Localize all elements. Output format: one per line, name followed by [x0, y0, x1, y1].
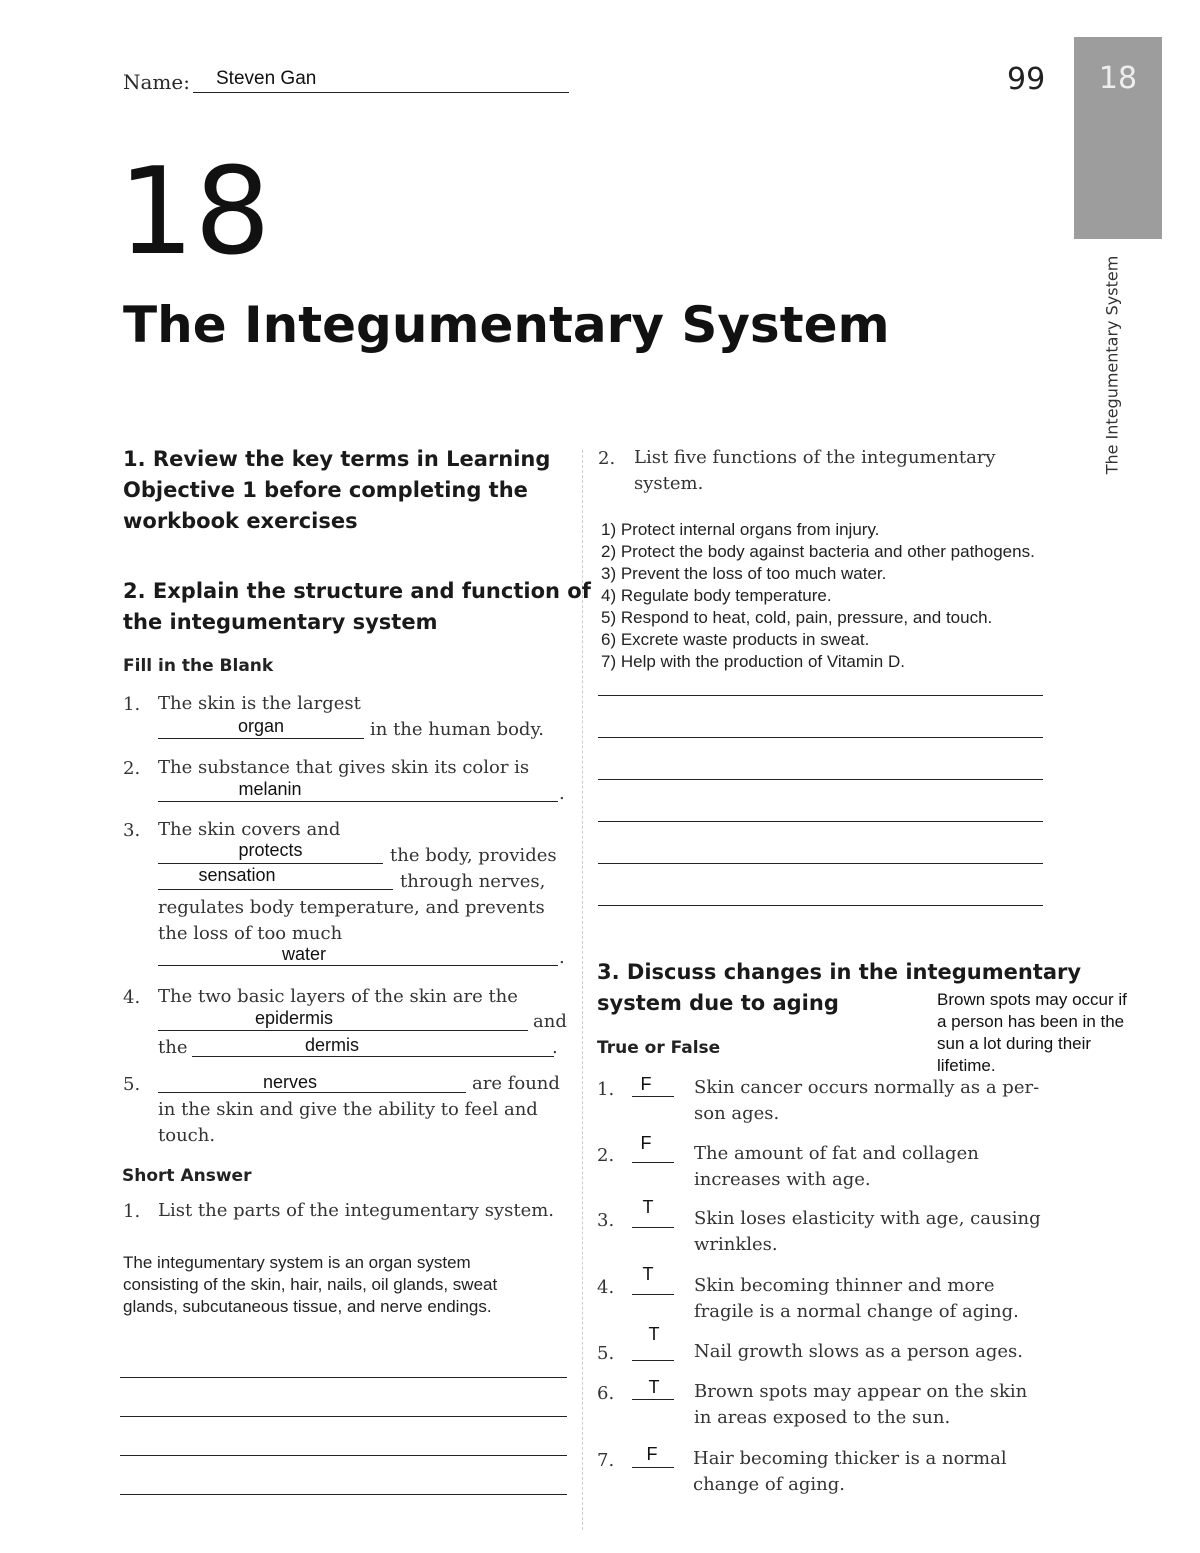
fill-q5-number: 5. — [123, 1074, 141, 1095]
fill-q4-text: The two basic layers of the skin are the — [158, 986, 518, 1007]
section3-heading-line: system due to aging — [597, 991, 839, 1015]
fill-in-blank-label: Fill in the Blank — [123, 656, 274, 676]
list-q-text-line2: system. — [634, 473, 704, 494]
fill-q5-text3: touch. — [158, 1125, 216, 1146]
fill-q2-number: 2. — [123, 758, 141, 779]
tf-1-text: son ages. — [694, 1103, 780, 1124]
tf-7-text: Hair becoming thicker is a normal — [693, 1448, 1007, 1469]
name-label: Name: — [123, 70, 190, 94]
answer-writing-line — [598, 737, 1043, 738]
tf-3-text: Skin loses elasticity with age, causing — [694, 1208, 1041, 1229]
section1-heading-line: 1. Review the key terms in Learning — [123, 447, 551, 471]
tf-4-answer[interactable]: T — [642, 1264, 654, 1284]
fill-q5-after: are found — [472, 1073, 560, 1094]
fill-q5-text2: in the skin and give the ability to feel and — [158, 1099, 538, 1120]
answer-writing-line — [120, 1377, 567, 1378]
tf-7-number: 7. — [597, 1450, 615, 1471]
fill-q4-blank1 — [158, 1030, 528, 1031]
tf-2-text: increases with age. — [694, 1169, 871, 1190]
short-answer-label: Short Answer — [122, 1166, 252, 1186]
short-answer-line[interactable]: consisting of the skin, hair, nails, oil glands, sweat — [123, 1275, 498, 1294]
short-q1-number: 1. — [123, 1201, 141, 1222]
section2-heading-line: the integumentary system — [123, 610, 438, 634]
tf-2-answer[interactable]: F — [640, 1133, 652, 1153]
tf-1-number: 1. — [597, 1079, 615, 1100]
tf-4-text: fragile is a normal change of aging. — [694, 1301, 1019, 1322]
fill-q4-answer2[interactable]: dermis — [304, 1035, 359, 1055]
section3-heading-line: 3. Discuss changes in the integumentary — [597, 960, 1082, 984]
fill-q3-after1: the body, provides — [390, 845, 557, 866]
name-underline — [193, 92, 569, 93]
tf-3-answer[interactable]: T — [642, 1197, 654, 1217]
name-value[interactable]: Steven Gan — [216, 68, 317, 89]
section1-heading-line: Objective 1 before completing the — [123, 478, 528, 502]
fill-q3-after3: . — [559, 947, 565, 968]
fill-q3-after2: through nerves, — [400, 871, 546, 892]
fill-q3-text2: regulates body temperature, and prevents — [158, 897, 545, 918]
fill-q4-number: 4. — [123, 987, 141, 1008]
short-answer-line[interactable]: glands, subcutaneous tissue, and nerve endings. — [123, 1297, 492, 1316]
fill-q5-answer[interactable]: nerves — [262, 1072, 318, 1092]
tf-2-number: 2. — [597, 1145, 615, 1166]
tf-7-answer[interactable]: F — [646, 1444, 658, 1464]
list-q-text-line1: List five functions of the integumentary — [634, 447, 996, 468]
fill-q4-and: and — [533, 1011, 567, 1032]
answer-writing-line — [598, 863, 1043, 864]
page-number: 99 — [1007, 62, 1046, 97]
tf-6-blank — [632, 1399, 674, 1400]
chapter-number: 18 — [118, 143, 271, 282]
fill-q3-text3: the loss of too much — [158, 923, 343, 944]
function-answer-4[interactable]: 4) Regulate body temperature. — [601, 586, 832, 605]
fill-q2-after: . — [559, 783, 565, 804]
function-answer-6[interactable]: 6) Excrete waste products in sweat. — [601, 630, 870, 649]
aging-note-line: a person has been in the — [937, 1012, 1125, 1031]
chapter-title: The Integumentary System — [123, 296, 890, 354]
fill-q1-blank — [158, 738, 364, 739]
true-or-false-label: True or False — [597, 1038, 721, 1058]
tf-7-blank — [632, 1467, 674, 1468]
fill-q4-the: the — [158, 1037, 188, 1058]
fill-q1-text: The skin is the largest — [158, 693, 361, 714]
fill-q3-number: 3. — [123, 820, 141, 841]
tf-3-text: wrinkles. — [694, 1234, 778, 1255]
fill-q2-text: The substance that gives skin its color is — [158, 757, 530, 778]
tf-1-text: Skin cancer occurs normally as a per- — [694, 1077, 1040, 1098]
aging-note[interactable] — [937, 989, 1127, 1077]
short-q1-text: List the parts of the integumentary system. — [158, 1200, 555, 1221]
answer-writing-line — [120, 1494, 567, 1495]
list-q-number: 2. — [598, 448, 616, 469]
tf-4-number: 4. — [597, 1277, 615, 1298]
section2-heading — [123, 576, 591, 638]
side-running-title: The Integumentary System — [1102, 255, 1122, 475]
fill-q1-number: 1. — [123, 694, 141, 715]
fill-q3-blank2 — [158, 889, 393, 890]
function-answer-2[interactable]: 2) Protect the body against bacteria and other pathogens. — [601, 542, 1035, 561]
tf-6-text: in areas exposed to the sun. — [694, 1407, 951, 1428]
tf-6-answer[interactable]: T — [648, 1377, 660, 1397]
chapter-tab-number: 18 — [1098, 61, 1138, 96]
tf-6-text: Brown spots may appear on the skin — [694, 1381, 1028, 1402]
fill-q3-answer3[interactable]: water — [281, 944, 326, 964]
aging-note-line: lifetime. — [937, 1056, 996, 1075]
fill-q1-after: in the human body. — [370, 719, 544, 740]
aging-note-line: Brown spots may occur if — [937, 990, 1127, 1009]
fill-q4-after: . — [552, 1037, 558, 1058]
function-answer-1[interactable]: 1) Protect internal organs from injury. — [601, 520, 880, 539]
tf-4-text: Skin becoming thinner and more — [694, 1275, 995, 1296]
function-answer-5[interactable]: 5) Respond to heat, cold, pain, pressure, and touch. — [601, 608, 993, 627]
tf-1-blank — [632, 1096, 674, 1097]
answer-writing-line — [598, 821, 1043, 822]
tf-2-text: The amount of fat and collagen — [694, 1143, 979, 1164]
fill-q2-blank — [158, 801, 558, 802]
tf-5-answer[interactable]: T — [648, 1324, 660, 1344]
fill-q3-answer1[interactable]: protects — [238, 840, 303, 860]
short-answer-line[interactable]: The integumentary system is an organ system — [123, 1253, 471, 1272]
tf-2-blank — [632, 1162, 674, 1163]
tf-3-blank — [632, 1227, 674, 1228]
tf-6-number: 6. — [597, 1383, 615, 1404]
fill-q4-blank2 — [192, 1056, 554, 1057]
fill-q3-blank3 — [158, 965, 558, 966]
tf-5-number: 5. — [597, 1343, 615, 1364]
section2-heading-line: 2. Explain the structure and function of — [123, 579, 591, 603]
function-answer-3[interactable]: 3) Prevent the loss of too much water. — [601, 564, 887, 583]
answer-writing-line — [120, 1416, 567, 1417]
fill-q4-answer1[interactable]: epidermis — [254, 1008, 334, 1028]
tf-5-text: Nail growth slows as a person ages. — [694, 1341, 1024, 1362]
fill-q3-blank1 — [158, 863, 383, 864]
function-answer-7[interactable]: 7) Help with the production of Vitamin D. — [601, 652, 905, 671]
tf-3-number: 3. — [597, 1210, 615, 1231]
aging-note-line: sun a lot during their — [937, 1034, 1092, 1053]
tf-1-answer[interactable]: F — [640, 1074, 652, 1094]
tf-7-text: change of aging. — [693, 1474, 845, 1495]
tf-4-blank — [632, 1294, 674, 1295]
tf-5-blank — [632, 1360, 674, 1361]
answer-writing-line — [598, 905, 1043, 906]
answer-writing-line — [120, 1455, 567, 1456]
section1-heading-line: workbook exercises — [123, 509, 358, 533]
fill-q3-text: The skin covers and — [158, 819, 341, 840]
fill-q1-answer[interactable]: organ — [237, 716, 285, 736]
chapter-tab — [1074, 37, 1162, 239]
section1-heading — [123, 444, 550, 537]
fill-q2-answer[interactable]: melanin — [238, 779, 302, 799]
answer-writing-line — [598, 779, 1043, 780]
answer-writing-line — [598, 695, 1043, 696]
fill-q3-answer2[interactable]: sensation — [198, 865, 276, 885]
